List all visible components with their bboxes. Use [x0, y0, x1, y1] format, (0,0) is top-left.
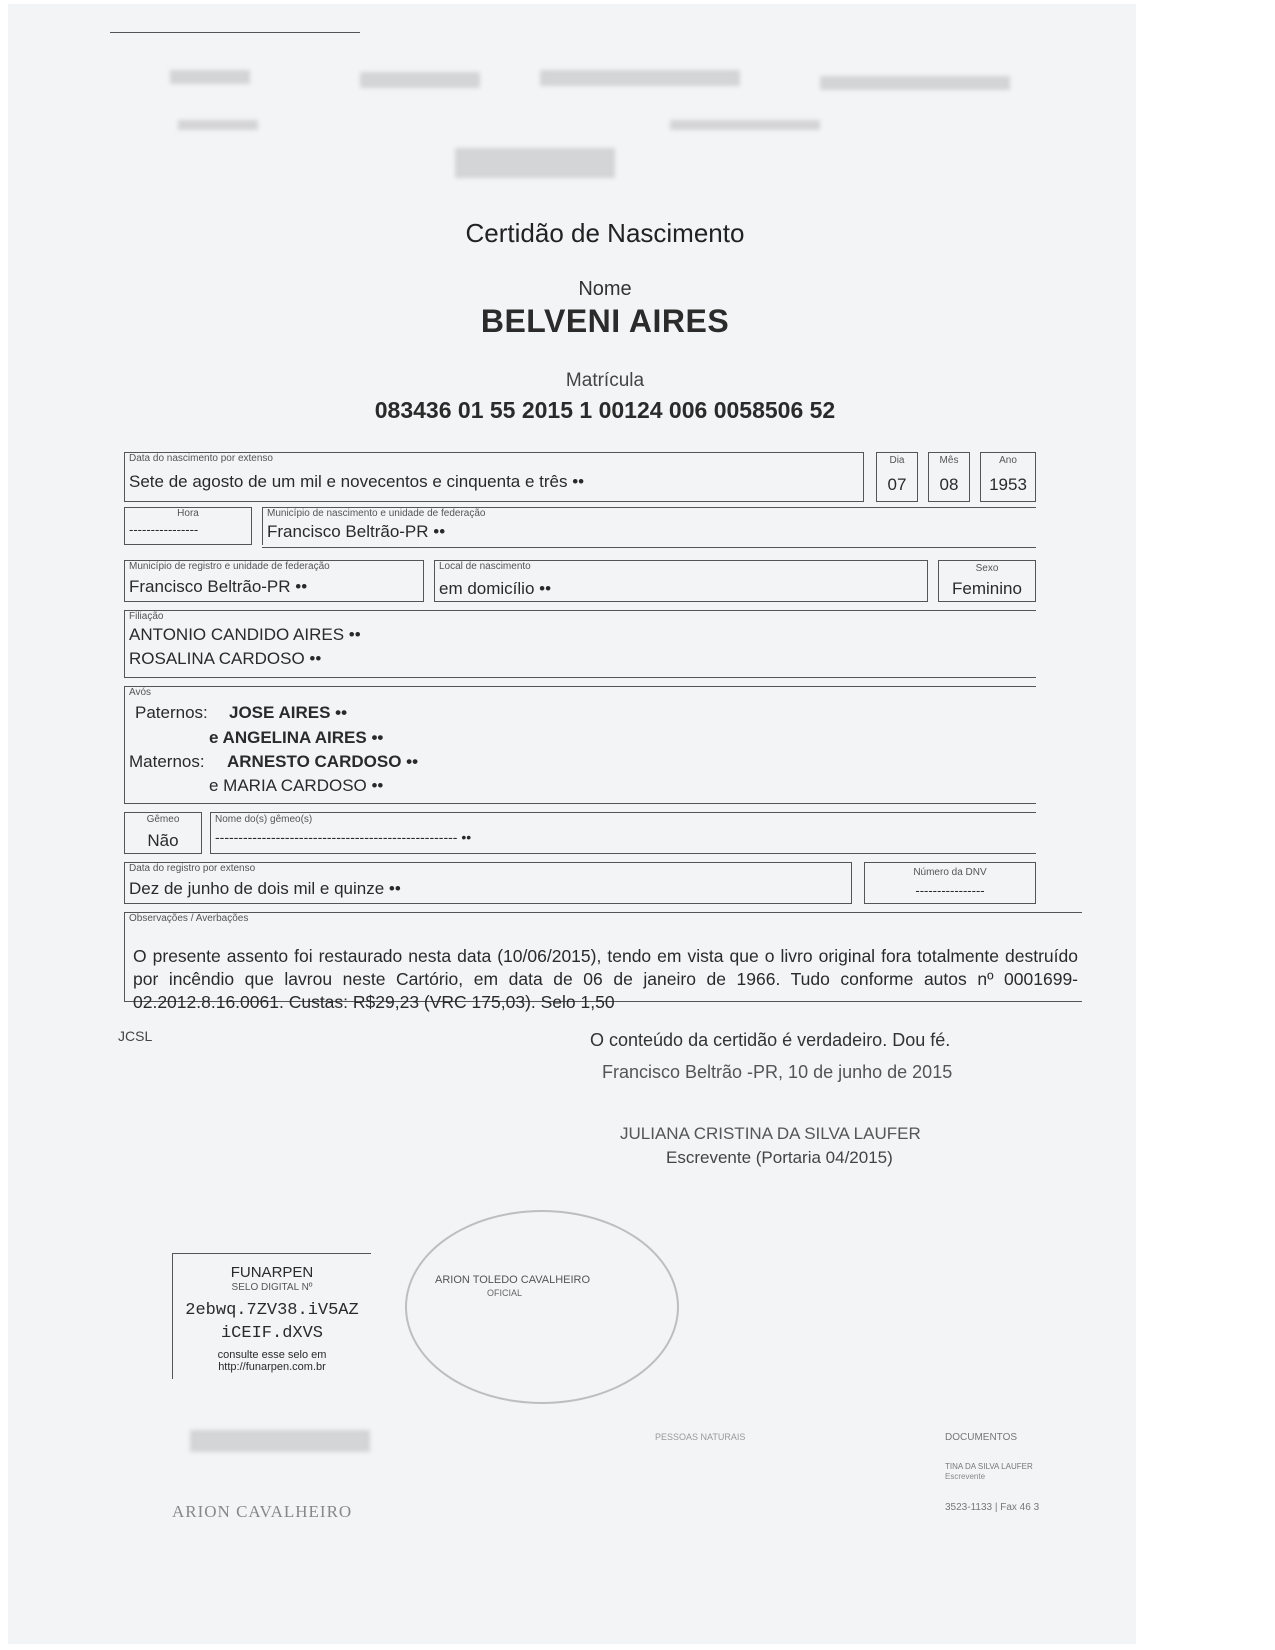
dou-fe-text: O conteúdo da certidão é verdadeiro. Dou fé. — [590, 1030, 951, 1050]
local-nascimento-box — [434, 560, 928, 602]
seal-consult-url: http://funarpen.com.br — [218, 1361, 326, 1373]
iniciais: JCSL — [118, 1028, 153, 1044]
ano-box — [980, 452, 1036, 502]
gemeo-label: Gêmeo — [146, 814, 180, 825]
gemeo-nome-label: Nome do(s) gêmeo(s) — [215, 814, 313, 825]
footer-smudge — [190, 1430, 370, 1452]
header-smudge — [178, 120, 258, 130]
paternos-label: Paternos: — [135, 703, 208, 722]
footer-right-3: Escrevente — [945, 1472, 986, 1481]
materno1-name: ARNESTO CARDOSO •• — [227, 752, 419, 771]
seal-consult — [173, 1349, 371, 1373]
materno2-name: e MARIA CARDOSO •• — [209, 776, 384, 795]
seal-subtitle: SELO DIGITAL Nº — [231, 1282, 313, 1293]
filiacao-box — [124, 610, 1036, 678]
header-smudge — [455, 148, 615, 178]
gemeo-value: Não — [147, 831, 179, 850]
numero-dnv-value: ---------------- — [915, 883, 985, 898]
seal-code-line1: 2ebwq.7ZV38.iV5AZ — [185, 1301, 359, 1320]
observacoes-label: Observações / Averbações — [129, 913, 249, 924]
data-registro-label: Data do registro por extenso — [129, 863, 256, 874]
ano-value: 1953 — [989, 475, 1027, 494]
hora-label: Hora — [177, 508, 199, 519]
escrevente-cargo: Escrevente (Portaria 04/2015) — [666, 1148, 893, 1167]
footer-center: PESSOAS NATURAIS — [655, 1432, 746, 1442]
seal-code — [173, 1299, 371, 1345]
paterno2-name: e ANGELINA AIRES •• — [209, 728, 384, 747]
sexo-value: Feminino — [952, 579, 1022, 598]
gemeo-box — [124, 812, 202, 854]
nome-label: Nome — [578, 278, 632, 300]
nome-value: BELVENI AIRES — [480, 303, 730, 339]
municipio-nascimento-label: Município de nascimento e unidade de federação — [267, 508, 486, 519]
ano-label: Ano — [999, 455, 1017, 466]
header-smudge — [670, 120, 820, 130]
local-nascimento-label: Local de nascimento — [439, 561, 531, 572]
seal-title: FUNARPEN — [230, 1264, 314, 1281]
mes-box — [928, 452, 970, 502]
header-smudge — [170, 70, 250, 84]
top-rule — [110, 32, 360, 33]
stamp-name: ARION TOLEDO CAVALHEIRO — [435, 1274, 591, 1286]
municipio-nascimento-value: Francisco Beltrão-PR •• — [267, 522, 446, 541]
municipio-registro-value: Francisco Beltrão-PR •• — [129, 577, 308, 596]
numero-dnv-label: Número da DNV — [913, 867, 987, 878]
footer-right-1: DOCUMENTOS — [945, 1432, 1018, 1443]
funarpen-seal — [172, 1253, 371, 1379]
numero-dnv-box — [864, 862, 1036, 904]
header-smudge — [360, 72, 480, 88]
gemeo-nome-box — [210, 812, 1036, 854]
footer-signature: ARION CAVALHEIRO — [172, 1502, 353, 1521]
local-nascimento-value: em domicílio •• — [439, 579, 552, 598]
mes-value: 08 — [939, 475, 959, 494]
avos-box — [124, 686, 1036, 804]
data-registro-value: Dez de junho de dois mil e quinze •• — [129, 879, 401, 898]
dia-label: Dia — [889, 455, 905, 466]
maternos-label: Maternos: — [129, 752, 205, 771]
municipio-nascimento-box — [262, 507, 1036, 545]
avos-label: Avós — [129, 687, 152, 698]
sexo-box — [938, 560, 1036, 602]
data-nascimento-value: Sete de agosto de um mil e novecentos e cinquenta e três •• — [129, 472, 585, 491]
document-title: Certidão de Nascimento — [465, 218, 745, 248]
dia-box — [876, 452, 918, 502]
hora-box — [124, 507, 252, 545]
sexo-label: Sexo — [975, 563, 999, 574]
data-nascimento-box — [124, 452, 864, 502]
data-nascimento-label: Data do nascimento por extenso — [129, 453, 273, 464]
seal-code-line2: iCEIF.dXVS — [220, 1324, 324, 1343]
rule — [262, 547, 1036, 548]
matricula-value: 083436 01 55 2015 1 00124 006 0058506 52 — [374, 397, 836, 423]
municipio-registro-label: Município de registro e unidade de federação — [129, 561, 330, 572]
stamp-role: OFICIAL — [487, 1288, 523, 1298]
mae-name: ROSALINA CARDOSO •• — [129, 649, 322, 668]
paterno1-name: JOSE AIRES •• — [229, 703, 348, 722]
escrevente-nome: JULIANA CRISTINA DA SILVA LAUFER — [620, 1124, 921, 1143]
mes-label: Mês — [939, 455, 959, 466]
header-smudge — [540, 70, 740, 86]
seal-consult-text: consulte esse selo em — [217, 1349, 327, 1361]
observacoes-text: O presente assento foi restaurado nesta data (10/06/2015), tendo em vista que o livro original fora totalmente destruído por incêndio que lavrou neste Cartório, em data de 06 de janeiro de 1966. Tudo conforme autos nº 0001699-02.2012.8.16.0061. Custas: R$29,23 (VRC 175,03). Selo 1,50 — [133, 946, 1078, 1012]
filiacao-label: Filiação — [129, 611, 164, 622]
municipio-registro-box — [124, 560, 424, 602]
gemeo-nome-value: ---------------------------------------------------- •• — [215, 829, 472, 845]
local-data: Francisco Beltrão -PR, 10 de junho de 2015 — [602, 1062, 953, 1082]
notary-stamp — [405, 1210, 679, 1404]
data-registro-box — [124, 862, 852, 904]
hora-value: ---------------- — [129, 522, 199, 537]
header-smudge — [820, 76, 1010, 90]
pai-name: ANTONIO CANDIDO AIRES •• — [129, 625, 361, 644]
matricula-label: Matrícula — [565, 370, 645, 391]
footer-phone: 3523-1133 | Fax 46 3 — [945, 1502, 1040, 1513]
dia-value: 07 — [887, 475, 907, 494]
footer-right-2: TINA DA SILVA LAUFER — [945, 1462, 1033, 1471]
